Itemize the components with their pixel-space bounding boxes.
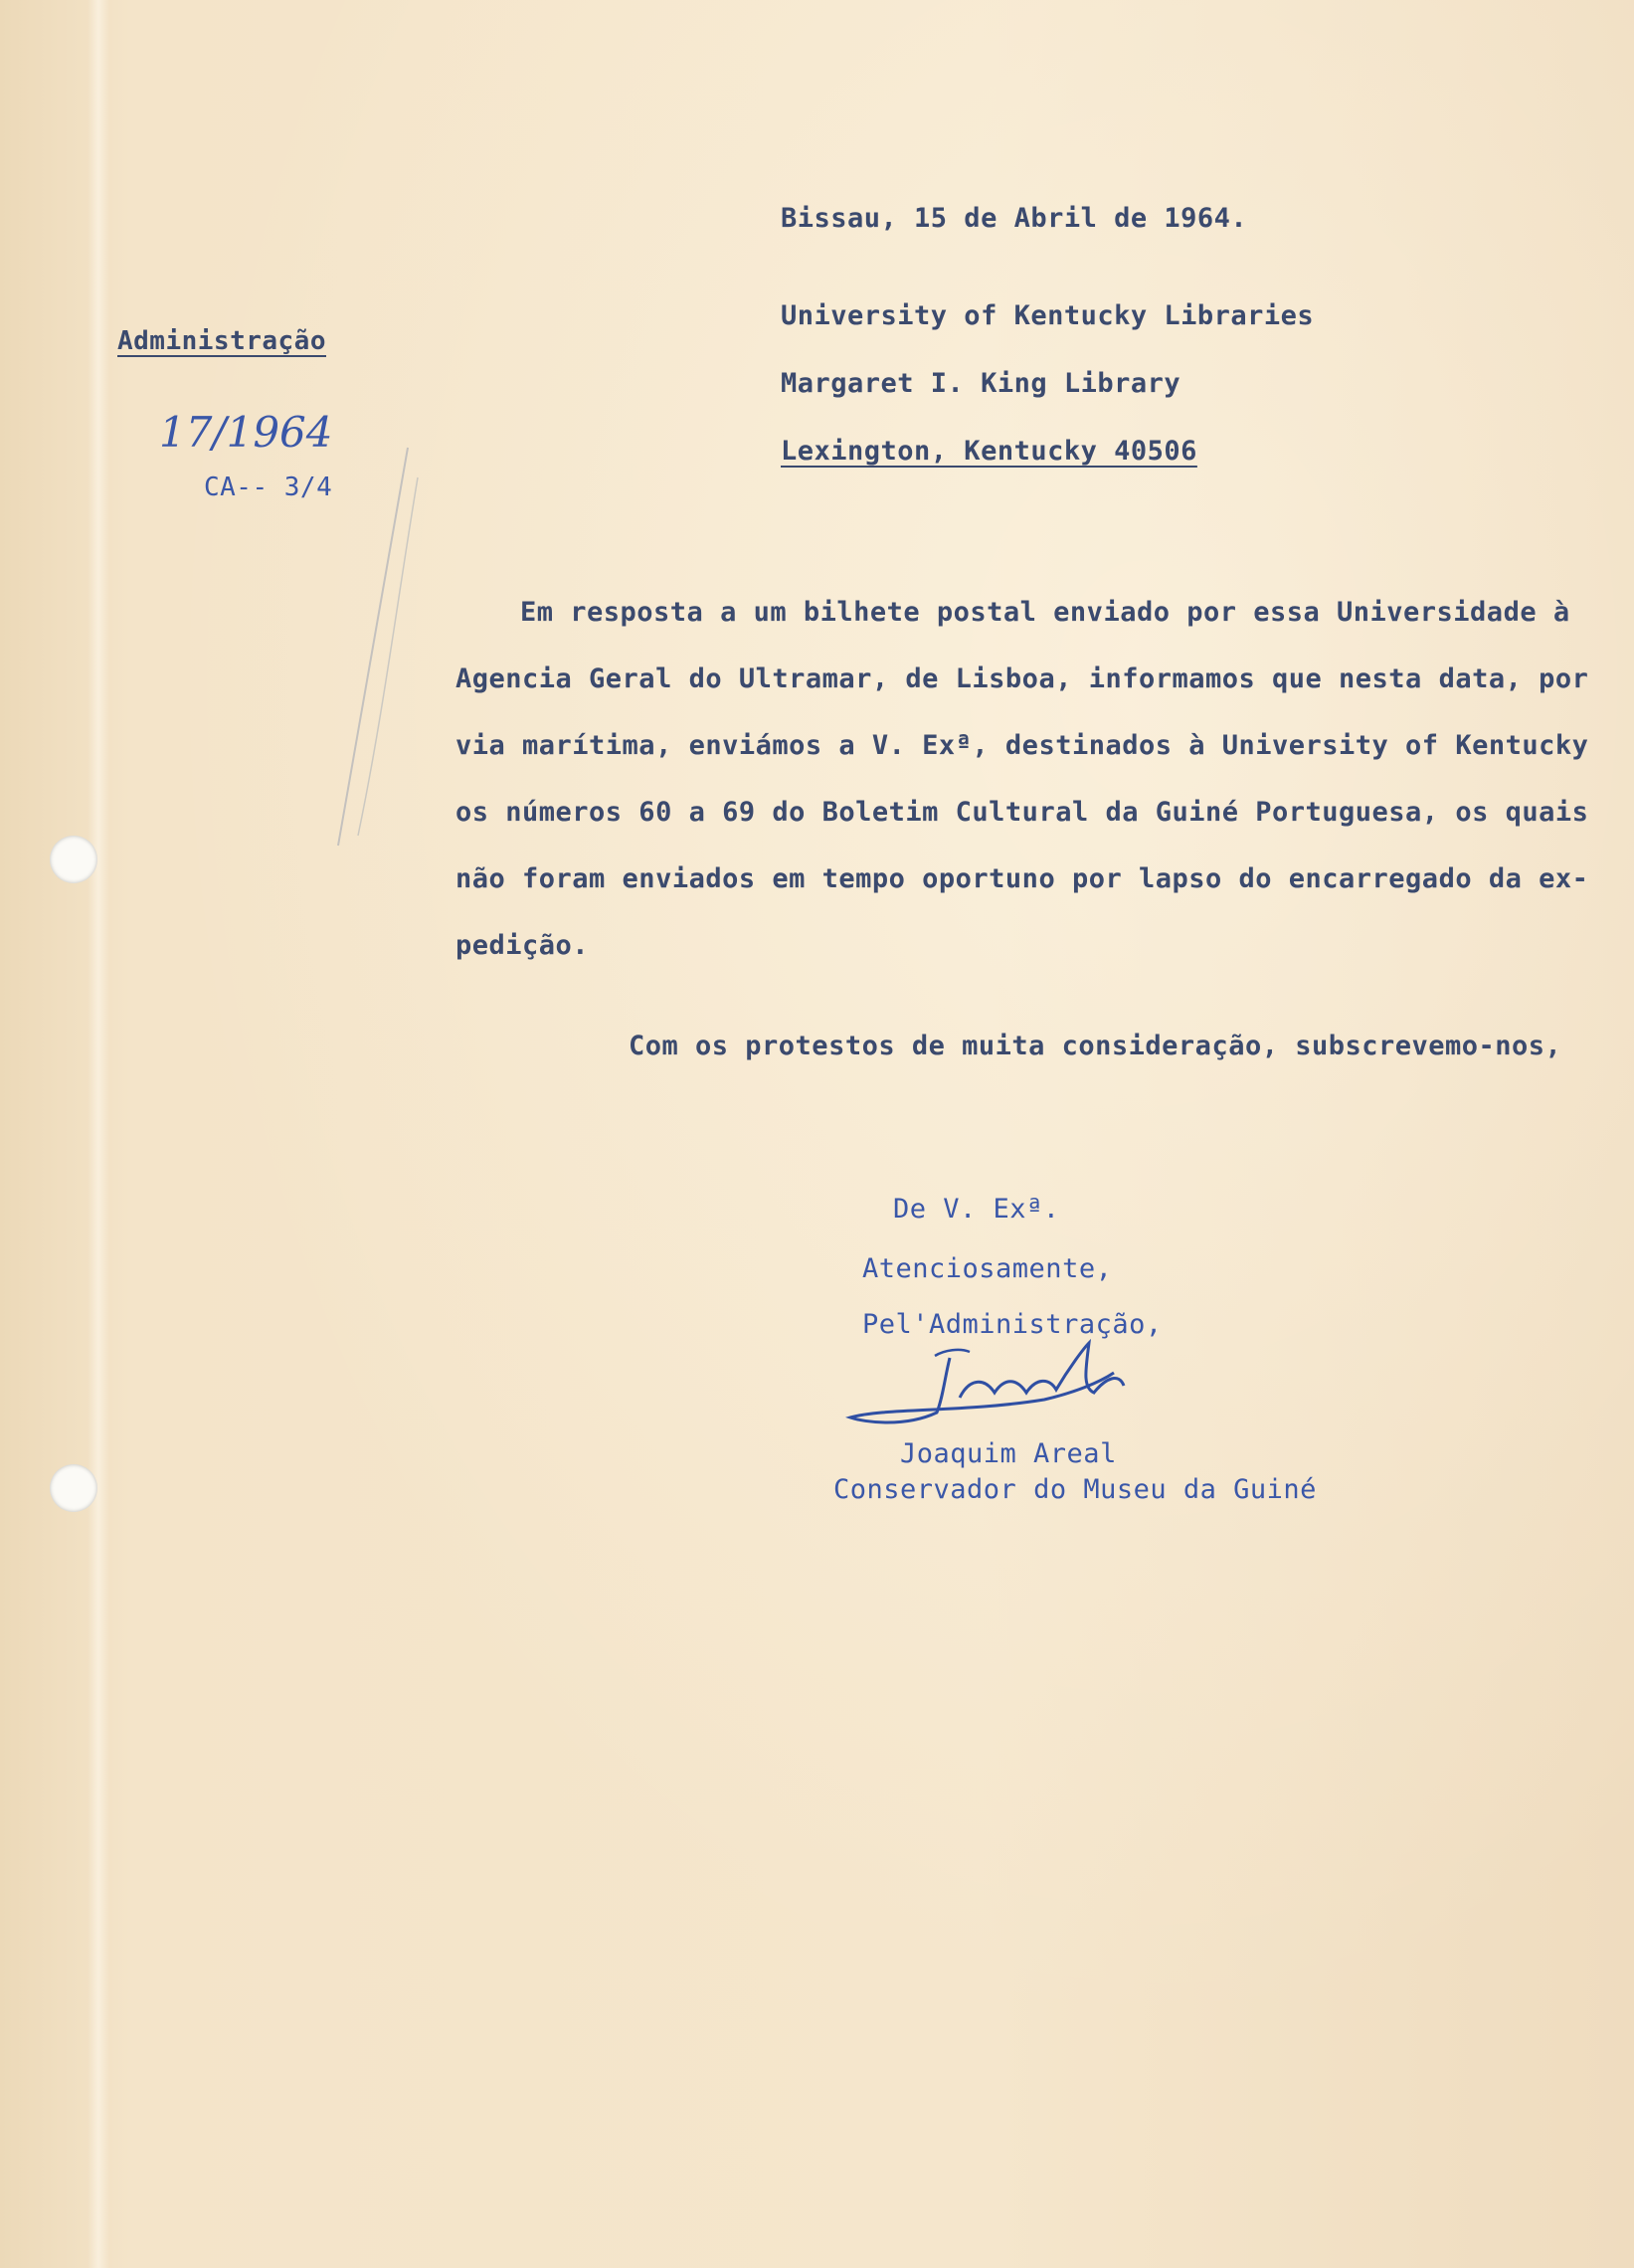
handwritten-signature [845, 1338, 1144, 1437]
reference-number: 17/1964 [159, 408, 333, 457]
salutation-line-3: Pel'Administração, [862, 1309, 1163, 1340]
recipient-line-2: Margaret I. King Library [781, 368, 1181, 399]
date-line: Bissau, 15 de Abril de 1964. [781, 203, 1248, 234]
punch-hole [50, 836, 97, 883]
body-line: Em resposta a um bilhete postal enviado por essa Universidade à [520, 597, 1570, 628]
body-line: não foram enviados em tempo oportuno por lapso do encarregado da ex- [455, 863, 1589, 894]
department-heading: Administração [117, 326, 326, 356]
signatory-title: Conservador do Museu da Guiné [833, 1474, 1317, 1505]
body-line: via marítima, enviámos a V. Exª, destinados à University of Kentucky [455, 730, 1589, 761]
salutation-line-1: De V. Exª. [893, 1194, 1060, 1225]
reference-code: CA-- 3/4 [204, 472, 333, 502]
paper-fold [88, 0, 109, 2268]
closing-line: Com os protestos de muita consideração, subscrevemo-nos, [629, 1031, 1562, 1061]
body-line: Agencia Geral do Ultramar, de Lisboa, informamos que nesta data, por [455, 663, 1589, 694]
recipient-line-1: University of Kentucky Libraries [781, 300, 1315, 331]
body-line: pedição. [455, 930, 590, 961]
body-line: os números 60 a 69 do Boletim Cultural da Guiné Portuguesa, os quais [455, 797, 1589, 828]
punch-hole [50, 1464, 97, 1512]
recipient-line-3: Lexington, Kentucky 40506 [781, 436, 1197, 467]
salutation-line-2: Atenciosamente, [862, 1253, 1113, 1284]
signatory-name: Joaquim Areal [900, 1438, 1117, 1469]
